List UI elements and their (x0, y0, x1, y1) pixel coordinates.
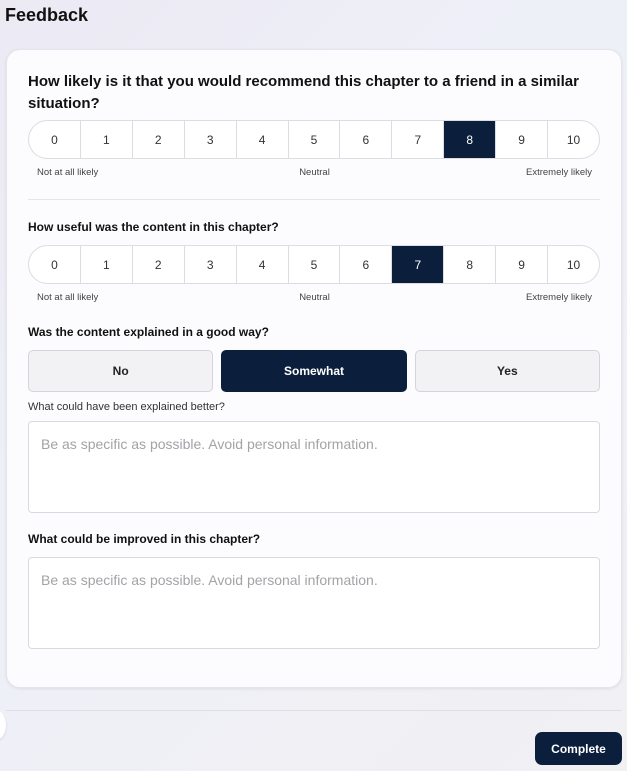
q2-option-8[interactable]: 8 (444, 246, 496, 283)
q2-label-high: Extremely likely (526, 292, 592, 303)
q2-rating-scale (28, 245, 600, 284)
q2-option-7[interactable]: 7 (392, 246, 444, 283)
q1-option-6[interactable]: 6 (340, 121, 392, 158)
q1-label-low: Not at all likely (37, 167, 99, 178)
q1-option-10[interactable]: 10 (566, 132, 581, 147)
q4-question: What could be improved in this chapter? (28, 532, 261, 546)
q1-option-1[interactable]: 1 (81, 121, 133, 158)
explain-better-textarea[interactable] (28, 421, 600, 513)
q2-label-mid: Neutral (299, 292, 330, 303)
q1-option-0[interactable]: 0 (29, 121, 81, 158)
q3-option-somewhat[interactable]: Somewhat (221, 350, 406, 392)
improve-chapter-textarea[interactable] (28, 557, 600, 649)
footer-divider (6, 710, 622, 711)
q2-option-1[interactable]: 1 (81, 246, 133, 283)
q2-option-10[interactable]: 10 (566, 257, 581, 272)
complete-button[interactable]: Complete (535, 732, 622, 765)
q2-option-6[interactable]: 6 (340, 246, 392, 283)
side-handle[interactable] (0, 710, 6, 740)
q2-option-0[interactable]: 0 (29, 246, 81, 283)
page-title: Feedback (5, 5, 89, 25)
q3-option-no[interactable]: No (28, 350, 213, 392)
q1-option-4[interactable]: 4 (237, 121, 289, 158)
q1-option-3[interactable]: 3 (185, 121, 237, 158)
q1-option-5[interactable]: 5 (289, 121, 341, 158)
q1-label-mid: Neutral (299, 167, 330, 178)
q1-rating-scale (28, 120, 600, 159)
q2-question: How useful was the content in this chapter? (28, 220, 279, 234)
q1-option-9[interactable]: 9 (496, 121, 548, 158)
q1-scale-labels (37, 167, 592, 181)
q3-question: Was the content explained in a good way? (28, 325, 269, 339)
q1-label-high: Extremely likely (526, 167, 592, 178)
q3-followup-label: What could have been explained better? (28, 401, 225, 413)
q1-option-8[interactable]: 8 (444, 121, 496, 158)
q3-option-yes[interactable]: Yes (415, 350, 600, 392)
q1-option-2[interactable]: 2 (133, 121, 185, 158)
q1-option-7[interactable]: 7 (392, 121, 444, 158)
q3-choice-group (28, 350, 600, 392)
feedback-card (6, 49, 622, 688)
q2-option-2[interactable]: 2 (133, 246, 185, 283)
q1-question: How likely is it that you would recommend this chapter to a friend in a similar situation? (28, 73, 579, 112)
q2-label-low: Not at all likely (37, 292, 99, 303)
q2-option-9[interactable]: 9 (496, 246, 548, 283)
q2-option-5[interactable]: 5 (289, 246, 341, 283)
q2-scale-labels (37, 292, 592, 306)
section-divider (28, 199, 600, 200)
q2-option-4[interactable]: 4 (237, 246, 289, 283)
q2-option-3[interactable]: 3 (185, 246, 237, 283)
